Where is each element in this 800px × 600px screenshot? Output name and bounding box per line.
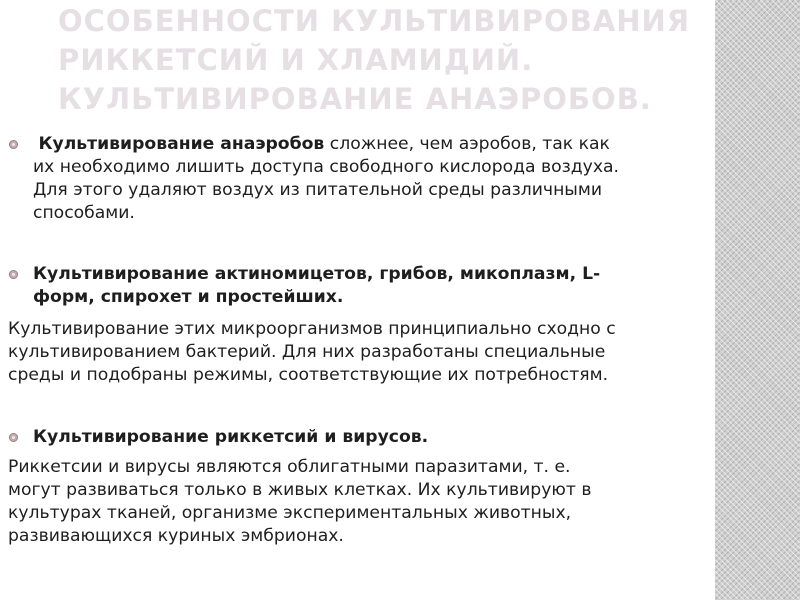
paragraph-cultivation-similar <box>8 318 616 387</box>
bullet-icon <box>9 433 18 442</box>
text-line: культурах тканей, организме экспериментальных животных, <box>8 503 572 523</box>
text-line: форм, спирохет и простейших. <box>33 287 344 307</box>
decorative-side-stripe <box>715 0 800 600</box>
text-line: Культивирование актиномицетов, грибов, микоплазм, L- <box>33 264 601 284</box>
title-line: ОСОБЕННОСТИ КУЛЬТИВИРОВАНИЯ <box>58 4 691 38</box>
text-line: Для этого удаляют воздух из питательной среды различными <box>33 180 603 200</box>
text-line: Культивирование этих микроорганизмов принципиально сходно с <box>8 319 616 339</box>
bullet-anaerobes <box>33 133 619 225</box>
text-line: Риккетсии и вирусы являются облигатными паразитами, т. е. <box>8 457 571 477</box>
bold-lead: Культивирование анаэробов <box>38 134 325 154</box>
bullet-rickettsia <box>33 426 428 449</box>
title-line: КУЛЬТИВИРОВАНИЕ АНАЭРОБОВ. <box>58 82 652 116</box>
text-line: культивированием бактерий. Для них разработаны специальные <box>8 342 606 362</box>
text-line: Культивирование риккетсий и вирусов. <box>33 427 429 447</box>
text-line: их необходимо лишить доступа свободного кислорода воздуха. <box>33 157 620 177</box>
bullet-icon <box>9 140 18 149</box>
text-line: способами. <box>33 203 135 223</box>
paragraph-rickettsia-viruses <box>8 456 591 548</box>
slide-title <box>58 2 698 119</box>
bullet-icon <box>9 270 18 279</box>
title-line: РИККЕТСИЙ И ХЛАМИДИЙ. <box>58 43 534 77</box>
text-line: могут развиваться только в живых клетках. Их культивируют в <box>8 480 592 500</box>
text-line: среды и подобраны режимы, соответствующие их потребностям. <box>8 365 609 385</box>
text-line: развивающихся куриных эмбрионах. <box>8 526 344 546</box>
text-line <box>33 133 619 156</box>
text-fragment: сложнее, чем аэробов, так как <box>329 134 610 154</box>
bullet-actinomycetes <box>33 263 600 309</box>
